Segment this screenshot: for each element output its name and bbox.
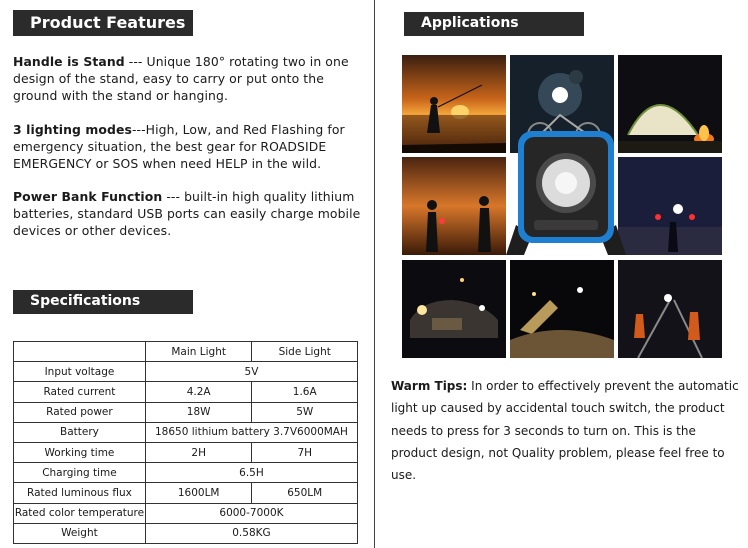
feature-handle bbox=[13, 53, 363, 104]
table-header-cell bbox=[14, 342, 146, 362]
spec-side-cell: 7H bbox=[252, 442, 358, 462]
spec-main-cell: 18650 lithium battery 3.7V6000MAH bbox=[145, 422, 357, 442]
spec-label-cell: Rated current bbox=[14, 382, 146, 402]
spec-main-cell: 4.2A bbox=[145, 382, 252, 402]
feature-handle-text: --- Unique 180° rotating two in one design of the stand, easy to carry or put onto the ground with the stand or hanging. bbox=[13, 54, 349, 103]
feature-power bbox=[13, 188, 363, 239]
spec-label-cell: Rated luminous flux bbox=[14, 483, 146, 503]
spec-side-cell: 1.6A bbox=[252, 382, 358, 402]
spec-main-cell: 6.5H bbox=[145, 463, 357, 483]
applications-heading: Applications bbox=[404, 12, 584, 36]
photo-tent-campfire bbox=[618, 55, 722, 153]
feature-modes-title: 3 lighting modes bbox=[13, 122, 132, 137]
feature-modes-text: ---High, Low, and Red Flashing for emergency situation, the best gear for ROADSIDE EMERGENCY or SOS when need HELP in the wild. bbox=[13, 122, 345, 171]
warm-tips-title: Warm Tips: bbox=[391, 379, 468, 393]
photo-car-roadside bbox=[402, 260, 506, 358]
spec-main-cell: 18W bbox=[145, 402, 252, 422]
table-header-cell: Side Light bbox=[252, 342, 358, 362]
column-divider bbox=[374, 0, 375, 548]
table-header-row bbox=[14, 342, 358, 362]
table-header-cell: Main Light bbox=[145, 342, 252, 362]
warm-tips bbox=[391, 375, 741, 486]
photo-hikers-sunset bbox=[402, 157, 506, 255]
product-work-light-image bbox=[506, 125, 626, 261]
table-row bbox=[14, 442, 358, 462]
spec-main-cell: 2H bbox=[145, 442, 252, 462]
table-row bbox=[14, 402, 358, 422]
spec-label-cell: Charging time bbox=[14, 463, 146, 483]
feature-power-text: --- built-in high quality lithium batteries, standard USB ports can easily charge mobile devices or other devices. bbox=[13, 189, 361, 238]
feature-modes bbox=[13, 121, 363, 172]
spec-side-cell: 650LM bbox=[252, 483, 358, 503]
specifications-heading: Specifications bbox=[13, 290, 193, 314]
specifications-table bbox=[13, 341, 358, 544]
spec-label-cell: Weight bbox=[14, 523, 146, 543]
spec-main-cell: 0.58KG bbox=[145, 523, 357, 543]
table-row bbox=[14, 463, 358, 483]
spec-label-cell: Input voltage bbox=[14, 362, 146, 382]
spec-side-cell: 5W bbox=[252, 402, 358, 422]
spec-label-cell: Rated color temperature bbox=[14, 503, 146, 523]
table-row bbox=[14, 523, 358, 543]
spec-main-cell: 6000-7000K bbox=[145, 503, 357, 523]
feature-power-title: Power Bank Function bbox=[13, 189, 163, 204]
spec-main-cell: 5V bbox=[145, 362, 357, 382]
photo-night-road-people bbox=[618, 157, 722, 255]
table-row bbox=[14, 382, 358, 402]
table-row bbox=[14, 503, 358, 523]
table-row bbox=[14, 483, 358, 503]
photo-railway-workers bbox=[618, 260, 722, 358]
product-features-heading: Product Features bbox=[13, 10, 193, 36]
photo-construction-site bbox=[510, 260, 614, 358]
warm-tips-text: In order to effectively prevent the automatic light up caused by accidental touch switch, the product needs to press for 3 seconds to turn on. This is the product design, not Quality problem, please feel free to use. bbox=[391, 379, 739, 483]
table-row bbox=[14, 362, 358, 382]
spec-label-cell: Working time bbox=[14, 442, 146, 462]
spec-label-cell: Battery bbox=[14, 422, 146, 442]
table-row bbox=[14, 422, 358, 442]
spec-label-cell: Rated power bbox=[14, 402, 146, 422]
feature-handle-title: Handle is Stand bbox=[13, 54, 125, 69]
photo-fishing-sunset bbox=[402, 55, 506, 153]
spec-main-cell: 1600LM bbox=[145, 483, 252, 503]
